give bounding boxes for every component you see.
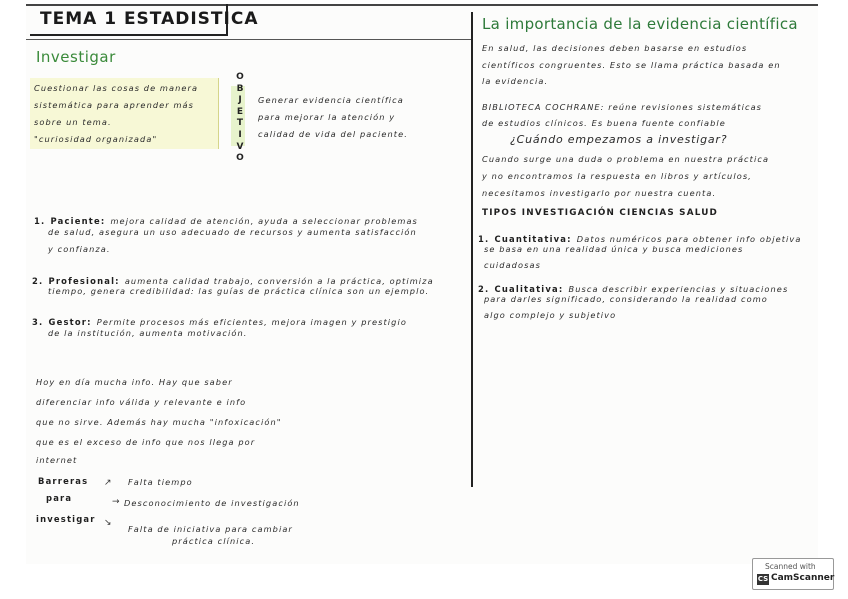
tipos-heading: TIPOS INVESTIGACIÓN CIENCIAS SALUD (482, 208, 719, 218)
item-text: para darles significado, considerando la realidad como (484, 294, 768, 304)
paragraph-line: que es el exceso de info que nos llega por (36, 437, 256, 447)
item-text: se basa en una realidad única y busca mediciones (484, 244, 744, 254)
item-number: 2. (32, 276, 44, 286)
intro-line: la evidencia. (482, 76, 549, 86)
objetivo-letter: B (236, 83, 244, 94)
barriers-label: para (46, 493, 73, 503)
item-text: Busca describir experiencias y situaciones (568, 284, 789, 294)
answer-line: necesitamos investigarlo por nuestra cuenta. (482, 188, 717, 198)
investigar-heading: Investigar (36, 48, 116, 66)
barrier-item: Desconocimiento de investigación (124, 498, 300, 508)
objetivo-text-line: Generar evidencia científica (258, 95, 404, 105)
scanner-name: CamScanner (771, 573, 835, 583)
evidencia-heading: La importancia de la evidencia científica (482, 15, 798, 33)
arrow-icon: ↘ (104, 518, 112, 528)
intro-line: científicos congruentes. Esto se llama práctica basada en (482, 60, 781, 70)
barrier-item: Falta de iniciativa para cambiar (128, 524, 293, 534)
item-text: de salud, asegura un uso adecuado de recursos y aumenta satisfacción (48, 227, 417, 237)
definition-line: sobre un tema. (34, 117, 112, 127)
item-label: Gestor: (48, 317, 92, 327)
column-divider (471, 12, 473, 487)
cochrane-line: de estudios clínicos. Es buena fuente confiable (482, 118, 726, 128)
definition-line: sistemática para aprender más (34, 100, 195, 110)
answer-line: y no encontramos la respuesta en libros y artículos, (482, 171, 752, 181)
paragraph-line: diferenciar info válida y relevante e info (36, 397, 247, 407)
item-number: 3. (32, 317, 44, 327)
objetivo-letter: T (236, 118, 244, 129)
paragraph-line: internet (36, 455, 78, 465)
cochrane-line: BIBLIOTECA COCHRANE: reúne revisiones sistemáticas (482, 102, 763, 112)
definition-line: "curiosidad organizada" (34, 134, 158, 144)
objetivo-letter: J (238, 95, 242, 106)
item-text: Datos numéricos para obtener info objetiva (576, 234, 802, 244)
barriers-label: investigar (36, 514, 96, 524)
item-text: Permite procesos más eficientes, mejora imagen y prestigio (96, 317, 407, 327)
arrow-icon: → (112, 497, 120, 507)
item-text: de la institución, aumenta motivación. (48, 328, 248, 338)
scanner-watermark (752, 558, 834, 590)
objetivo-letter: I (238, 129, 242, 140)
question-heading: ¿Cuándo empezamos a investigar? (510, 133, 728, 146)
paragraph-line: Hoy en día mucha info. Hay que saber (36, 377, 233, 387)
benefit-item-paciente (34, 209, 418, 228)
objetivo-letter: O (236, 72, 244, 82)
barrier-item: Falta tiempo (128, 477, 193, 487)
notebook-page (26, 4, 818, 564)
objetivo-text-line: para mejorar la atención y (258, 112, 396, 122)
item-number: 1. (478, 234, 490, 244)
item-text: mejora calidad de atención, ayuda a seleccionar problemas (110, 216, 418, 226)
page-title: TEMA 1 ESTADISTICA (40, 9, 259, 29)
item-label: Profesional: (48, 276, 120, 286)
barriers-label: Barreras (38, 476, 89, 486)
intro-line: En salud, las decisiones deben basarse en estudios (482, 43, 748, 53)
definition-line: Cuestionar las cosas de manera (34, 83, 199, 93)
objetivo-letter: O (236, 153, 244, 164)
item-text: y confianza. (48, 244, 111, 254)
item-number: 1. (34, 216, 46, 226)
item-text: cuidadosas (484, 260, 541, 270)
item-label: Cuantitativa: (494, 234, 572, 244)
item-label: Cualitativa: (494, 284, 564, 294)
objetivo-letter: E (236, 106, 244, 117)
scanner-top-text: Scanned with (765, 562, 816, 571)
benefit-item-gestor (32, 310, 407, 329)
camscanner-logo-icon: CS (757, 575, 769, 583)
objetivo-text-line: calidad de vida del paciente. (258, 129, 408, 139)
objetivo-vertical-label (233, 72, 247, 165)
barrier-item: práctica clínica. (172, 536, 256, 546)
title-underline (26, 39, 471, 40)
paragraph-line: que no sirve. Además hay mucha "infoxicación" (36, 417, 282, 427)
objetivo-letter: V (236, 141, 244, 152)
item-text: algo complejo y subjetivo (484, 310, 617, 320)
answer-line: Cuando surge una duda o problema en nuestra práctica (482, 154, 770, 164)
arrow-icon: ↗ (104, 478, 112, 488)
item-label: Paciente: (50, 216, 106, 226)
item-number: 2. (478, 284, 490, 294)
item-text: aumenta calidad trabajo, conversión a la práctica, optimiza (124, 276, 434, 286)
item-text: tiempo, genera credibilidad: las guías de práctica clínica son un ejemplo. (48, 286, 430, 296)
